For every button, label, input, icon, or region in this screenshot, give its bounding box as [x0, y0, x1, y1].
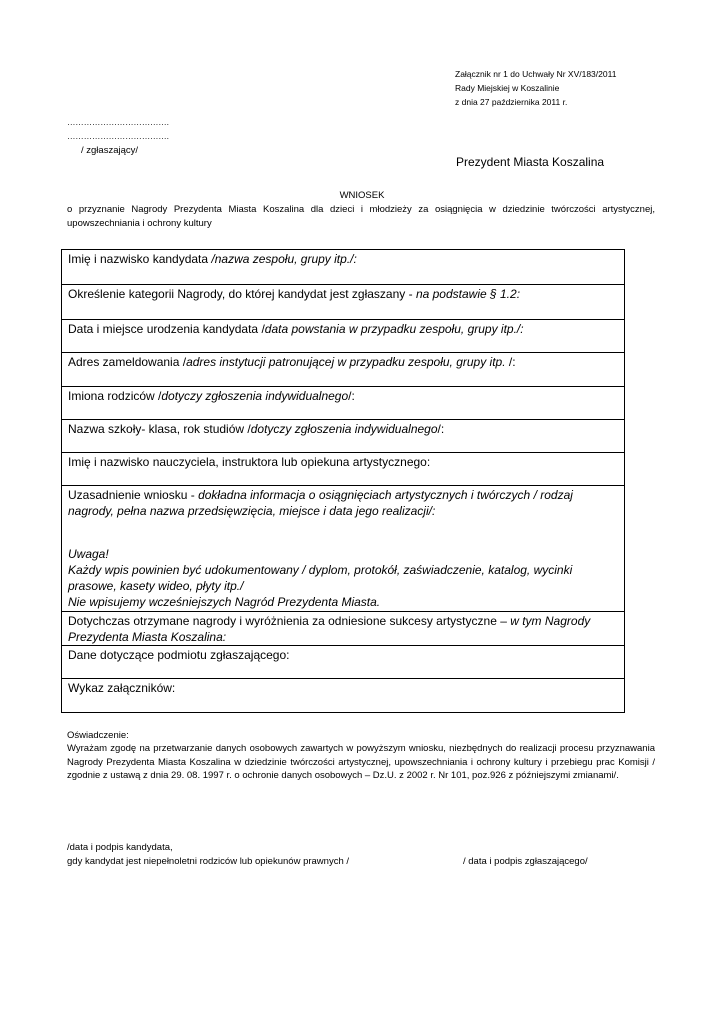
- form-row-birth-date-place: [62, 320, 625, 353]
- field-hint: na podstawie § 1.2:: [415, 287, 521, 301]
- application-form-table: [61, 249, 625, 713]
- note-title: Uwaga!: [68, 547, 109, 561]
- field-hint: adres instytucji patronującej w przypadku zespołu, grupy itp.: [186, 355, 506, 369]
- form-row-school: [62, 420, 625, 453]
- note-line-2: Nie wpisujemy wcześniejszych Nagród Prezydenta Miasta.: [68, 595, 381, 609]
- field-hint: dokładna informacja o osiągnięciach artystycznych i twórczych / rodzaj nagrody, pełna nazwa przedsięwzięcia, miejsce i data jego realizacji/:: [68, 488, 573, 518]
- recipient: Prezydent Miasta Koszalina: [456, 155, 605, 169]
- field-hint: data powstania w przypadku zespołu, grupy itp./:: [264, 322, 524, 336]
- note-line-1: Każdy wpis powinien być udokumentowany / dyplom, protokół, zaświadczenie, katalog, wycinki prasowe, kasety wideo, płyty itp./: [68, 563, 573, 593]
- field-attachments[interactable]: [62, 679, 625, 713]
- form-row-parents: [62, 387, 625, 420]
- form-row-attachments: [62, 679, 625, 713]
- field-previous-awards[interactable]: [62, 612, 625, 646]
- field-label: Adres zameldowania /: [68, 355, 187, 369]
- justification-note: [68, 546, 618, 610]
- candidate-signature-line-1: /data i podpis kandydata,: [67, 842, 173, 853]
- form-row-teacher: [62, 453, 625, 486]
- annex-line-2: Rady Miejskiej w Koszalinie: [455, 83, 560, 93]
- field-suffix: /:: [505, 355, 516, 369]
- applicant-signature: / data i podpis zgłaszającego/: [463, 856, 588, 867]
- field-hint: dotyczy zgłoszenia indywidualnego: [161, 389, 349, 403]
- applicant-label: / zgłaszający/: [81, 145, 139, 156]
- field-birth-date-place[interactable]: [62, 320, 625, 353]
- field-parents[interactable]: [62, 387, 625, 420]
- field-hint: /nazwa zespołu, grupy itp./:: [211, 252, 357, 266]
- form-row-address: [62, 353, 625, 387]
- field-label: Imię i nazwisko nauczyciela, instruktora lub opiekuna artystycznego:: [68, 455, 431, 469]
- statement-text: Wyrażam zgodę na przetwarzanie danych osobowych zawartych w powyższym wniosku, niezbędnych do realizacji procesu przyznawania Nagrody Prezydenta Miasta Koszalina w dziedzinie twórczości artystycznej, upowszechniania i ochrony kultury i przebiegu prac Komisji / zgodnie z ustawą z dnia 29. 08. 1997 r. o ochronie danych osobowych – Dz.U. z 2002 r. Nr 101, poz.926 z późniejszymi zmianami/.: [67, 743, 655, 781]
- field-suffix: /:: [437, 422, 445, 436]
- field-label: Uzasadnienie wniosku -: [68, 488, 199, 502]
- field-label: Data i miejsce urodzenia kandydata /: [68, 322, 265, 336]
- field-justification[interactable]: [62, 486, 625, 612]
- form-row-justification: [62, 486, 625, 612]
- annex-line-3: z dnia 27 października 2011 r.: [455, 97, 568, 107]
- candidate-signature-line-2: gdy kandydat jest niepełnoletni rodziców lub opiekunów prawnych /: [67, 856, 350, 867]
- statement-title: Oświadczenie:: [67, 730, 129, 741]
- field-label: Nazwa szkoły- klasa, rok studiów /: [68, 422, 251, 436]
- resolution-annex-header: [455, 67, 616, 109]
- field-teacher[interactable]: [62, 453, 625, 486]
- field-address[interactable]: [62, 353, 625, 387]
- field-label: Dane dotyczące podmiotu zgłaszającego:: [68, 648, 290, 662]
- field-candidate-name[interactable]: [62, 250, 625, 285]
- document-subtitle: o przyznanie Nagrody Prezydenta Miasta Koszalina dla dzieci i młodzieży za osiągnięcia w dziedzinie twórczości artystycznej, upowszechniania i ochrony kultury: [67, 204, 655, 229]
- field-label: Dotychczas otrzymane nagrody i wyróżnienia za odniesione sukcesy artystyczne –: [68, 614, 511, 628]
- justification-blank-space: [68, 519, 618, 546]
- field-label: Określenie kategorii Nagrody, do której kandydat jest zgłaszany -: [68, 287, 416, 301]
- field-school[interactable]: [62, 420, 625, 453]
- field-label: Imię i nazwisko kandydata: [68, 252, 212, 266]
- field-label: Imiona rodziców /: [68, 389, 162, 403]
- form-row-candidate-name: [62, 250, 625, 285]
- applicant-dotted-line-2: ……………………………….: [67, 131, 169, 141]
- field-applicant-data[interactable]: [62, 646, 625, 679]
- field-label: Wykaz załączników:: [68, 681, 176, 695]
- field-award-category[interactable]: [62, 285, 625, 320]
- form-row-awards: [62, 612, 625, 646]
- field-suffix: /:: [348, 389, 355, 403]
- form-row-award-category: [62, 285, 625, 320]
- field-hint: w tym Nagrody Prezydenta Miasta Koszalina:: [68, 614, 591, 644]
- form-row-applicant-data: [62, 646, 625, 679]
- document-title: WNIOSEK: [339, 190, 385, 201]
- annex-line-1: Załącznik nr 1 do Uchwały Nr XV/183/2011: [455, 69, 617, 79]
- applicant-dotted-line-1: ……………………………….: [67, 117, 169, 127]
- field-hint: dotyczy zgłoszenia indywidualnego: [250, 422, 438, 436]
